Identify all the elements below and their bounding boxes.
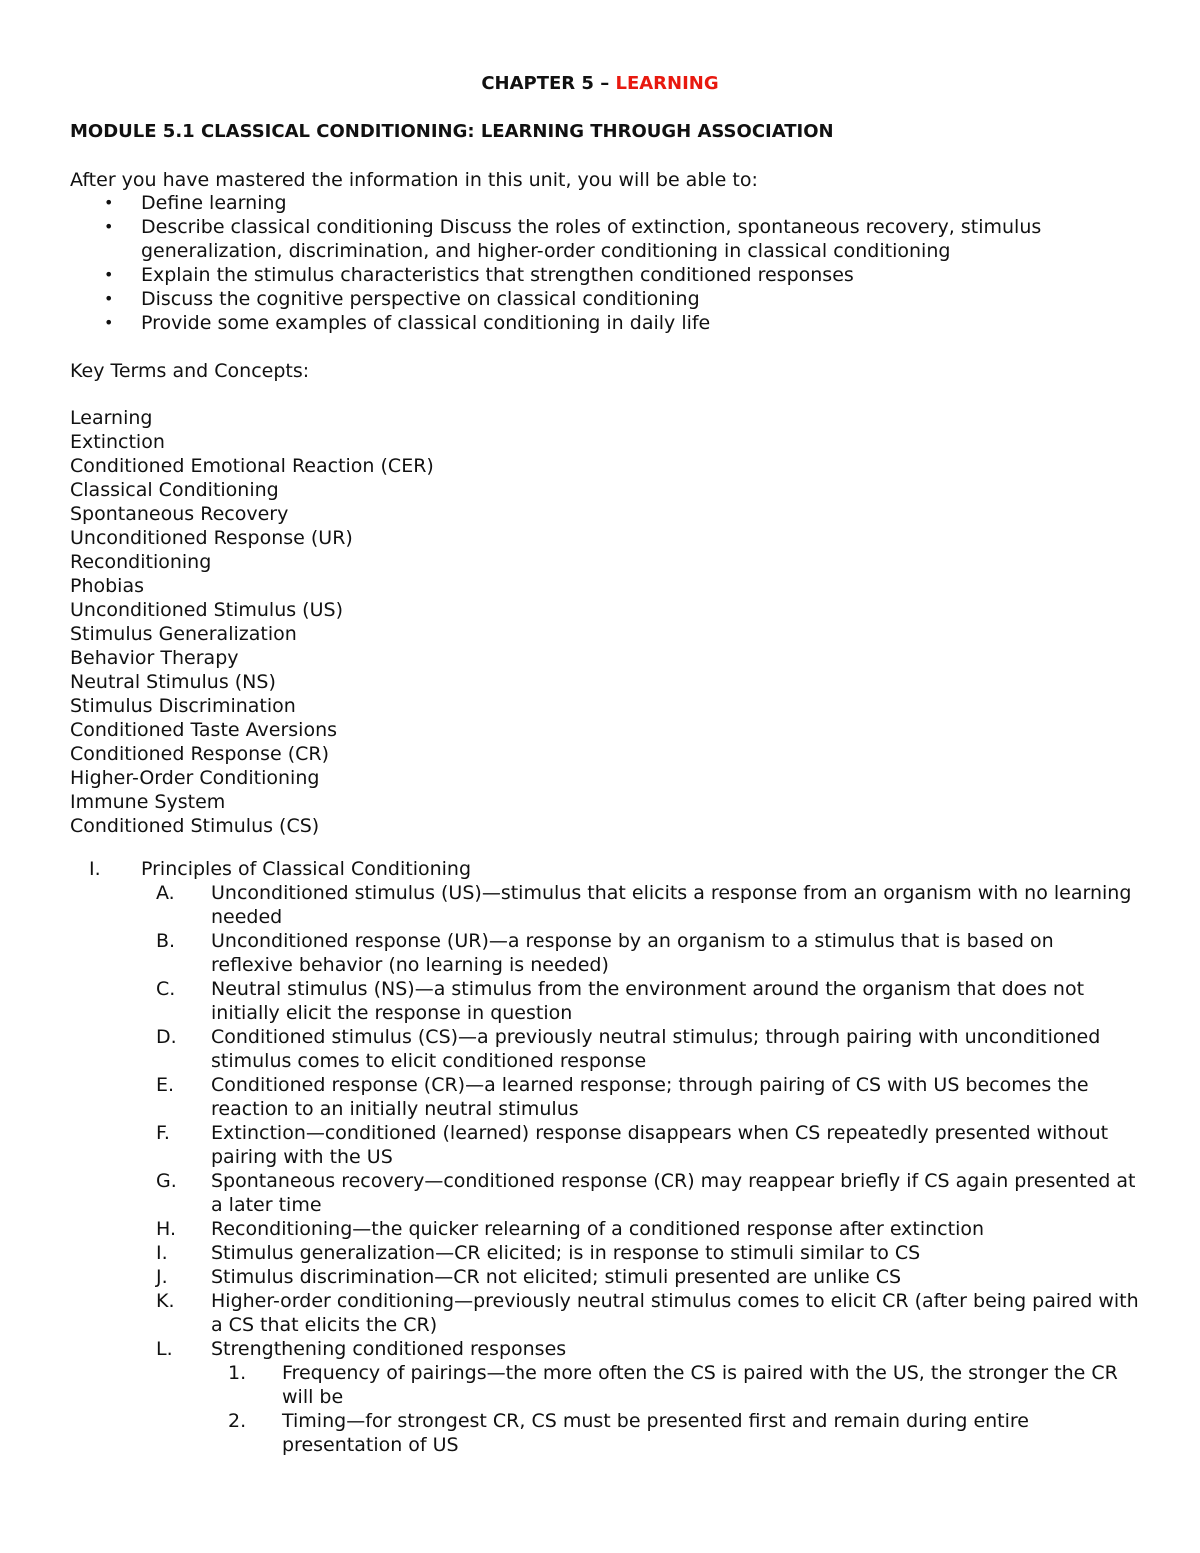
key-term: Learning <box>70 407 153 429</box>
outline-subitem-text: Frequency of pairings—the more often the CS is paired with the US, the stronger the CR will be <box>282 1362 1118 1408</box>
outline-subitem <box>70 1409 1140 1457</box>
key-term: Behavior Therapy <box>70 647 239 669</box>
outline <box>70 857 1140 1457</box>
outline-item-text: Reconditioning—the quicker relearning of a conditioned response after extinction <box>211 1218 985 1240</box>
outline-item <box>70 1337 1140 1361</box>
objective-item <box>70 215 1150 263</box>
bullet-icon: • <box>104 217 114 236</box>
outline-item-marker: B. <box>156 930 176 952</box>
objective-text: Discuss the cognitive perspective on classical conditioning <box>141 288 700 310</box>
bullet-icon: • <box>104 265 114 284</box>
outline-item-text: Unconditioned response (UR)—a response by an organism to a stimulus that is based on reflexive behavior (no learning is needed) <box>211 930 1054 976</box>
key-term: Stimulus Discrimination <box>70 695 296 717</box>
outline-item-marker: C. <box>156 978 176 1000</box>
key-term: Conditioned Emotional Reaction (CER) <box>70 455 434 477</box>
key-term: Reconditioning <box>70 551 212 573</box>
key-term: Conditioned Stimulus (CS) <box>70 815 320 837</box>
bullet-icon: • <box>104 193 114 212</box>
outline-item-marker: J. <box>156 1266 168 1288</box>
key-term: Spontaneous Recovery <box>70 503 289 525</box>
objective-text: Provide some examples of classical conditioning in daily life <box>141 312 711 334</box>
objective-text: Explain the stimulus characteristics that strengthen conditioned responses <box>141 264 854 286</box>
outline-item-marker: K. <box>156 1290 175 1312</box>
objective-item <box>70 311 1150 335</box>
key-terms-list <box>70 406 434 838</box>
outline-item-marker: I. <box>156 1242 168 1264</box>
outline-section <box>70 857 1140 881</box>
outline-item <box>70 1265 1140 1289</box>
outline-items <box>70 881 1140 1457</box>
objective-item <box>70 191 1150 215</box>
chapter-title-prefix: CHAPTER 5 – <box>481 73 616 94</box>
outline-item <box>70 1073 1140 1121</box>
key-term: Neutral Stimulus (NS) <box>70 671 276 693</box>
key-term: Higher-Order Conditioning <box>70 767 320 789</box>
outline-item-marker: H. <box>156 1218 176 1240</box>
key-term: Classical Conditioning <box>70 479 279 501</box>
outline-item-text: Extinction—conditioned (learned) response disappears when CS repeatedly presented without pairing with the US <box>211 1122 1109 1168</box>
key-term: Extinction <box>70 431 165 453</box>
outline-item <box>70 1025 1140 1073</box>
outline-section-title: Principles of Classical Conditioning <box>141 858 472 880</box>
outline-item-text: Higher-order conditioning—previously neutral stimulus comes to elicit CR (after being paired with a CS that elicits the CR) <box>211 1290 1139 1336</box>
outline-item-text: Spontaneous recovery—conditioned response (CR) may reappear briefly if CS again presented at a later time <box>211 1170 1136 1216</box>
outline-item <box>70 929 1140 977</box>
objective-item <box>70 263 1150 287</box>
objectives-intro: After you have mastered the information in this unit, you will be able to: <box>70 169 758 191</box>
objective-item <box>70 287 1150 311</box>
bullet-icon: • <box>104 313 114 332</box>
objective-text: Define learning <box>141 192 287 214</box>
outline-item <box>70 1121 1140 1169</box>
key-term: Phobias <box>70 575 145 597</box>
outline-item <box>70 1169 1140 1217</box>
outline-item-marker: D. <box>156 1026 177 1048</box>
key-term: Conditioned Response (CR) <box>70 743 330 765</box>
key-terms-heading: Key Terms and Concepts: <box>70 360 310 382</box>
module-title: MODULE 5.1 CLASSICAL CONDITIONING: LEARNING THROUGH ASSOCIATION <box>70 121 834 142</box>
outline-item-text: Stimulus generalization—CR elicited; is in response to stimuli similar to CS <box>211 1242 921 1264</box>
key-term: Unconditioned Stimulus (US) <box>70 599 343 621</box>
outline-item-marker: G. <box>156 1170 177 1192</box>
outline-item-text: Unconditioned stimulus (US)—stimulus that elicits a response from an organism with no learning needed <box>211 882 1132 928</box>
outline-item-text: Neutral stimulus (NS)—a stimulus from the environment around the organism that does not initially elicit the response in question <box>211 978 1085 1024</box>
outline-item-text: Conditioned response (CR)—a learned response; through pairing of CS with US becomes the reaction to an initially neutral stimulus <box>211 1074 1089 1120</box>
outline-item-marker: A. <box>156 882 175 904</box>
outline-item-text: Conditioned stimulus (CS)—a previously neutral stimulus; through pairing with unconditioned stimulus comes to elicit conditioned response <box>211 1026 1101 1072</box>
key-term: Unconditioned Response (UR) <box>70 527 353 549</box>
key-term: Conditioned Taste Aversions <box>70 719 338 741</box>
chapter-title-accent: LEARNING <box>615 73 719 94</box>
outline-subitem-marker: 1. <box>228 1362 247 1384</box>
outline-item-marker: F. <box>156 1122 170 1144</box>
outline-item <box>70 1289 1140 1337</box>
bullet-icon: • <box>104 289 114 308</box>
outline-item <box>70 881 1140 929</box>
objective-text: Describe classical conditioning Discuss the roles of extinction, spontaneous recovery, stimulus generalization, discrimination, and higher-order conditioning in classical conditioning <box>141 216 1042 262</box>
key-term: Immune System <box>70 791 226 813</box>
outline-subitem-text: Timing—for strongest CR, CS must be presented first and remain during entire presentation of US <box>282 1410 1029 1456</box>
chapter-title <box>0 72 1200 96</box>
objectives-list <box>70 191 1150 335</box>
outline-item-text: Strengthening conditioned responses <box>211 1338 567 1360</box>
outline-item-text: Stimulus discrimination—CR not elicited; stimuli presented are unlike CS <box>211 1266 902 1288</box>
outline-item <box>70 1217 1140 1241</box>
outline-item <box>70 977 1140 1025</box>
outline-subitem-marker: 2. <box>228 1410 247 1432</box>
outline-subitem <box>70 1361 1140 1409</box>
outline-item-marker: L. <box>156 1338 173 1360</box>
outline-section-marker: I. <box>89 858 101 880</box>
key-term: Stimulus Generalization <box>70 623 297 645</box>
outline-item <box>70 1241 1140 1265</box>
outline-item-marker: E. <box>156 1074 175 1096</box>
